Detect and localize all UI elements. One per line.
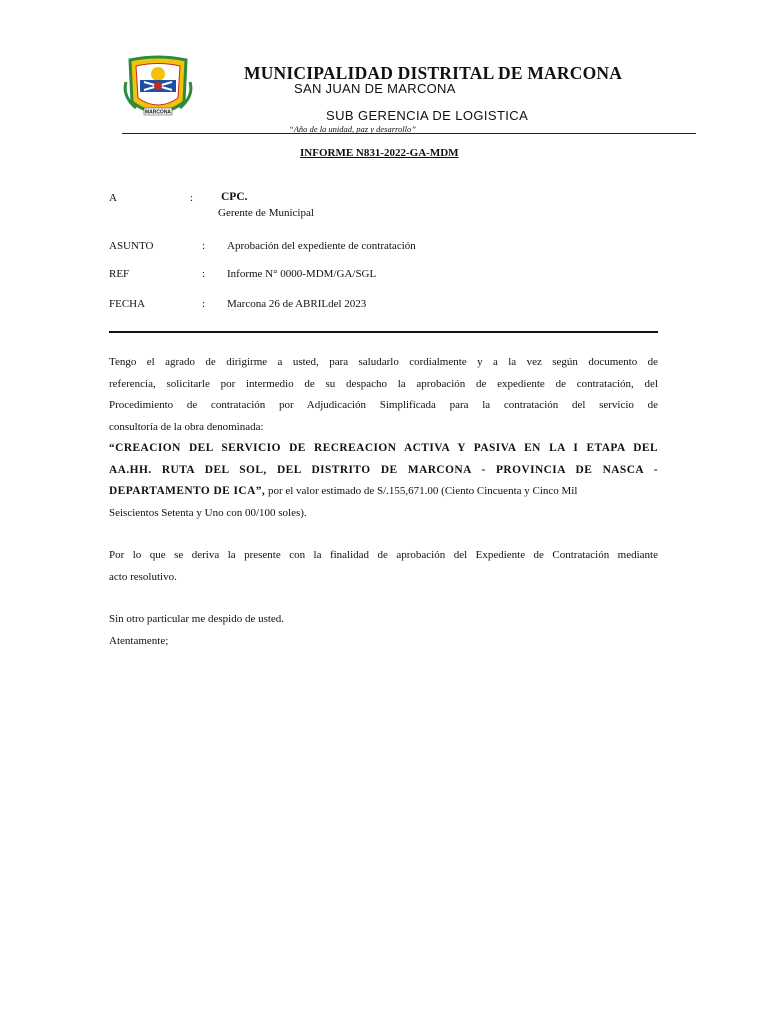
body-line: Seiscientos Setenta y Uno con 00/100 soles).: [109, 506, 307, 519]
body-line: Procedimiento de contratación por Adjudicación Simplificada para la contratación del servicio de: [109, 399, 658, 411]
estimated-value-text: por el valor estimado de S/.155,671.00 (Ciento Cincuenta y Cinco Mil: [265, 485, 578, 497]
project-name-line: AA.HH. RUTA DEL SOL, DEL DISTRITO DE MARCONA - PROVINCIA DE NASCA -: [109, 463, 658, 476]
subject-label: ASUNTO: [109, 240, 154, 252]
meta-divider: [109, 331, 658, 333]
reference-label: REF: [109, 268, 130, 280]
to-colon: :: [190, 192, 194, 204]
body-line: Por lo que se deriva la presente con la finalidad de aprobación del Expediente de Contratación mediante: [109, 549, 658, 561]
subject-colon: :: [202, 240, 206, 252]
year-motto: “Año de la unidad, paz y desarrollo”: [289, 124, 416, 134]
to-label: A: [109, 192, 117, 204]
date-colon: :: [202, 298, 206, 310]
header-divider: [122, 133, 696, 134]
logo-text: MARCONA: [144, 109, 172, 116]
recipient-title: Gerente de Municipal: [218, 207, 314, 219]
paragraph-gap: [109, 588, 658, 609]
subject-value: Aprobación del expediente de contratación: [227, 240, 416, 252]
body-line: acto resolutivo.: [109, 570, 177, 583]
report-title: INFORME N831-2022-GA-MDM: [300, 147, 459, 159]
project-name-line: “CREACION DEL SERVICIO DE RECREACION ACTIVA Y PASIVA EN LA I ETAPA DEL: [109, 442, 658, 454]
organization-name: MUNICIPALIDAD DISTRITAL DE MARCONA: [244, 63, 623, 83]
organization-city: SAN JUAN DE MARCONA: [294, 81, 456, 96]
letter-body: [109, 352, 658, 652]
body-line: referencia, solicitarle por intermedio de su despacho la aprobación de expediente de contratación, del: [109, 377, 658, 390]
body-line: Tengo el agrado de dirigirme a usted, para saludarlo cordialmente y a la vez según documento de: [109, 356, 658, 368]
body-line: consultoría de la obra denominada:: [109, 420, 264, 433]
date-value: Marcona 26 de ABRILdel 2023: [227, 298, 367, 310]
project-name-end: DEPARTAMENTO DE ICA”,: [109, 485, 266, 497]
reference-value: Informe N° 0000-MDM/GA/SGL: [227, 268, 377, 280]
project-name-line: [109, 481, 658, 503]
closing-line: Sin otro particular me despido de usted.: [109, 613, 285, 625]
department-name: SUB GERENCIA DE LOGISTICA: [326, 108, 529, 123]
paragraph-gap: [109, 524, 658, 545]
municipal-logo: [122, 52, 194, 124]
signoff-line: Atentamente;: [109, 634, 169, 647]
reference-colon: :: [202, 268, 206, 280]
recipient-name: CPC.: [221, 191, 248, 203]
date-label: FECHA: [109, 298, 146, 310]
